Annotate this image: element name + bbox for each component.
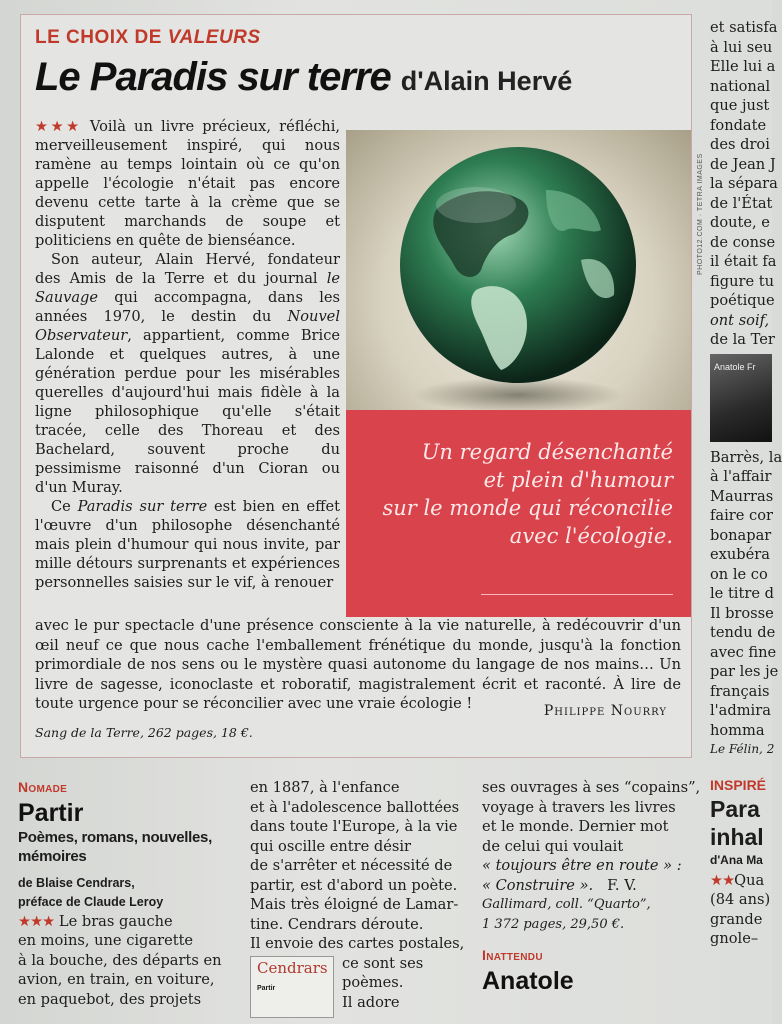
book-title-ref: Paradis sur terre	[77, 498, 208, 515]
review-partir-continued	[250, 778, 465, 1018]
article-headline	[35, 55, 572, 100]
magazine-title: Nouvel Observateur	[35, 308, 340, 344]
text-line: à la bouche, des départs en	[18, 951, 222, 969]
text-line: Maurras	[710, 487, 774, 505]
text-line: en moins, une cigarette	[18, 932, 194, 949]
text-line: Il adore	[342, 993, 400, 1011]
journal-title: le Sauvage	[35, 270, 340, 306]
quote-line: « toujours être en route » :	[482, 857, 682, 874]
rating-stars: ★★★	[18, 912, 55, 930]
text-line: le titre d	[710, 585, 774, 602]
article-title: Le Paradis sur terre	[35, 55, 391, 99]
pull-quote	[364, 438, 673, 550]
text-line: Mais très éloigné de Lamar-	[250, 896, 459, 913]
text-line: partir, est d'abord un poète.	[250, 876, 458, 894]
paragraph-3-continued: avec le pur spectacle d'une présence consciente à la vie naturelle, à redécouvrir d'un œil neuf ce que nous cache l'emballement frénétique du monde, jusqu'à la fonction primordiale de nos sens ou le mystère quasi autonome du langage de nos mains… Un livre de sagesse, iconoclaste et roboratif, magistralement écrit et raconté. À lire de toute urgence pour se réconcilier avec une vraie écologie !	[35, 617, 681, 712]
book-cover-label: Anatole Fr	[714, 361, 756, 372]
review-column-3	[482, 778, 701, 996]
article-body-lower	[35, 616, 681, 714]
section-title: inhal	[710, 824, 764, 850]
text-line: dans toute l'Europe, à la vie	[250, 818, 458, 835]
text-line: des droi	[710, 136, 770, 153]
text-line: Le bras gauche	[58, 912, 173, 930]
text-line: par les je	[710, 663, 779, 680]
text-line: on le co	[710, 565, 768, 583]
text-line: avion, en train, en voiture,	[18, 971, 215, 988]
text-line: de Jean J	[710, 155, 776, 173]
text-line: gnole–	[710, 930, 759, 947]
text-line: et satisfa	[710, 19, 778, 36]
text-line: de l'État	[710, 194, 773, 212]
text-line: Il brosse	[710, 604, 774, 622]
text-line: qui oscille entre désir	[250, 837, 412, 855]
pull-quote-line: et plein d'humour	[483, 468, 673, 492]
rating-stars: ★★★	[35, 118, 82, 135]
text-line: Barrès, la	[710, 448, 782, 466]
section-kicker	[35, 27, 261, 49]
reviewer-initials: F. V.	[607, 876, 637, 894]
text-line: Qua	[734, 871, 765, 889]
globe-photo	[346, 130, 691, 410]
text-line: ce sont ses	[342, 954, 424, 972]
text-line: poétique	[710, 292, 775, 309]
text-line: de s'arrêter et nécessité de	[250, 857, 453, 874]
text-line: faire cor	[710, 507, 773, 524]
section-kicker: Inattendu	[482, 947, 543, 963]
text-line: bonapar	[710, 526, 772, 544]
section-subtitle: Poèmes, romans, nouvelles, mémoires	[18, 828, 212, 865]
section-author	[18, 874, 228, 912]
cover-title: Cendrars	[257, 958, 328, 977]
pull-quote-line: avec l'écologie.	[509, 524, 673, 548]
text-line: la sépara	[710, 175, 778, 192]
paragraph-1-text: Voilà un livre précieux, réfléchi, merveilleusement inspiré, qui nous ramène au temps lointain où ce qu'on appelle l'écologie n'était pas encore devenu cette tarte à la crème que se disputent marchands de soupe et politiciens en quête de bienséance.	[35, 118, 341, 249]
text-line: de la Ter	[710, 331, 775, 348]
right-column-clipped	[710, 18, 782, 949]
text-line: fondate	[710, 116, 767, 134]
text-line: de conse	[710, 233, 776, 251]
globe-icon	[346, 130, 691, 410]
section-kicker: INSPIRÉ	[710, 776, 767, 793]
paragraph-1	[35, 117, 340, 250]
article-author: d'Alain Hervé	[400, 66, 573, 96]
paragraph-2-text-c: , appartient, comme Brice Lalonde et quelques autres, à une génération perdue pour les misérables querelles d'aujourd'hui mais fidèle à la ligne philosophique qu'elle s'était tracée, celle des Thoreau et des Bachelard, souvent proche du pessimisme raisonné d'un Cioran ou d'un Muray.	[35, 327, 340, 496]
text-line: l'admira	[710, 702, 771, 719]
book-cover-image	[710, 354, 772, 442]
text-line: à lui seu	[710, 38, 773, 56]
paragraph-2-text-b: qui accompagna, dans les années 1970, le destin du	[35, 289, 340, 325]
publication-info: 1 372 pages, 29,50 €.	[482, 916, 625, 932]
text-line: voyage à travers les livres	[482, 798, 676, 816]
paragraph-2-text-a: Son auteur, Alain Hervé, fondateur des Amis de la Terre et du journal	[35, 251, 340, 287]
text-line: poèmes.	[342, 974, 404, 991]
text-line: tendu de	[710, 624, 776, 641]
publication-info: Le Félin, 2	[710, 742, 775, 756]
text-line: doute, e	[710, 214, 770, 231]
pull-quote-box	[346, 410, 691, 617]
text-line: ses ouvrages à ses “copains”,	[482, 779, 701, 796]
featured-article-box	[20, 14, 704, 758]
publication-info: Sang de la Terre, 262 pages, 18 €.	[35, 725, 253, 740]
section-title: Para	[710, 796, 760, 822]
section-title: Partir	[18, 798, 84, 827]
quote-line: « Construire ».	[482, 876, 594, 894]
publication-info: Gallimard, coll. “Quarto”,	[482, 897, 651, 912]
text-line: national	[710, 77, 771, 95]
text-line: français	[710, 682, 770, 700]
text-line: grande	[710, 910, 763, 928]
text-line: avec fine	[710, 643, 777, 661]
text-line: Il envoie des cartes postales,	[250, 935, 465, 952]
text-line: de celui qui voulait	[482, 837, 624, 855]
text-line: que just	[710, 97, 770, 114]
review-partir	[18, 778, 228, 1009]
text-line: (84 ans)	[710, 891, 771, 908]
text-line: en 1887, à l'enfance	[250, 779, 400, 796]
text-line: tine. Cendrars déroute.	[250, 915, 424, 933]
author-signature: Philippe Nourry	[543, 703, 667, 719]
pull-quote-rule	[481, 594, 673, 595]
paragraph-2	[35, 250, 340, 497]
section-kicker: Nomade	[18, 779, 68, 795]
text-line: et le monde. Dernier mot	[482, 818, 669, 835]
paragraph-3-text-b: est bien en effet l'œuvre d'un philosophe désenchanté mais plein d'humour qui nous invite, par mille détours surprenants et expériences personnelles saisies sur le vif, à renouer	[35, 498, 340, 591]
text-line: exubéra	[710, 546, 770, 563]
pull-quote-line: sur le monde qui réconcilie	[382, 496, 673, 520]
text-line: en paquebot, des projets	[18, 990, 202, 1008]
photo-credit: PHOTO12.COM · TETRA IMAGES	[697, 153, 704, 275]
text-line: figure tu	[710, 272, 774, 290]
kicker-accent: VALEURS	[167, 27, 261, 48]
text-line: et à l'adolescence ballottées	[250, 798, 460, 816]
text-line: il était fa	[710, 253, 777, 270]
section-title: Anatole	[482, 966, 574, 995]
pull-quote-line: Un regard désenchanté	[421, 440, 673, 464]
kicker-prefix: LE CHOIX DE	[35, 27, 168, 48]
book-cover-thumbnail	[250, 956, 334, 1018]
paragraph-3-text-a: Ce	[51, 498, 78, 515]
author-line: de Blaise Cendrars,	[18, 875, 135, 890]
author-line: préface de Claude Leroy	[18, 894, 164, 909]
text-line: à l'affair	[710, 468, 772, 485]
paragraph-3	[35, 497, 340, 592]
cover-subtitle: Partir	[257, 984, 276, 992]
rating-stars: ★★	[710, 871, 735, 889]
article-body-upper	[35, 117, 340, 592]
section-author: d'Ana Ma	[710, 853, 763, 867]
text-line: ont soif,	[710, 311, 770, 329]
text-line: Elle lui a	[710, 58, 776, 75]
text-line: homma	[710, 721, 765, 739]
